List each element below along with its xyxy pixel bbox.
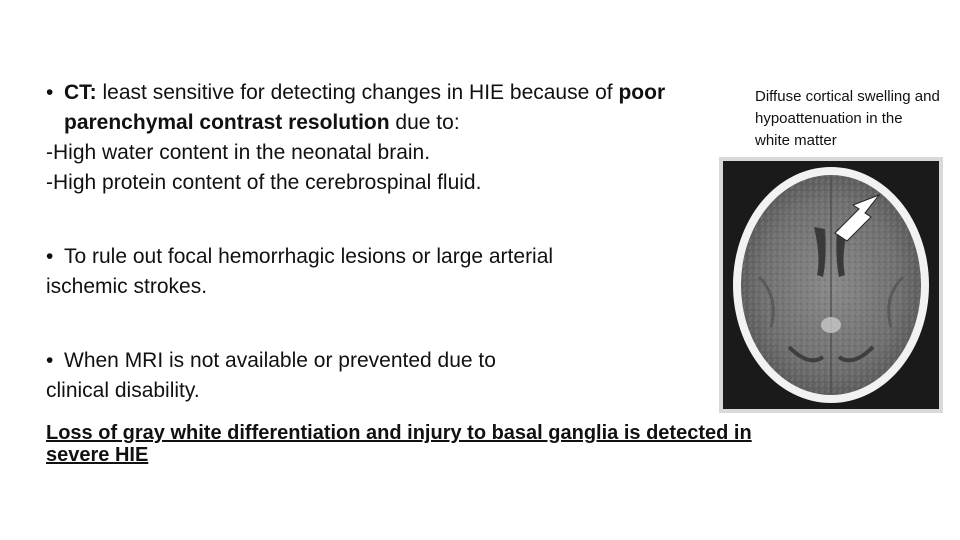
ct-text-a: least sensitive for detecting changes in HIE because of — [96, 81, 619, 104]
bullet-dot: • — [46, 349, 54, 372]
bullet-mri-unavailable — [46, 346, 496, 406]
ct-scan-graphic — [719, 157, 943, 413]
bullet-ct-sensitivity — [46, 78, 665, 198]
ct-scan-image — [719, 157, 943, 413]
ct-bold-poor: poor — [618, 81, 666, 104]
conclusion-line2: severe HIE — [46, 444, 149, 466]
bullet-rule-out — [46, 242, 553, 302]
ct-text-b: due to: — [389, 111, 460, 134]
mri-line2: clinical disability. — [46, 379, 200, 402]
caption-line3: white matter — [755, 132, 837, 149]
rule-out-line1: To rule out focal hemorrhagic lesions or large arterial — [64, 245, 554, 268]
bullet-dot: • — [46, 81, 54, 104]
sub-point-protein: -High protein content of the cerebrospinal fluid. — [46, 171, 482, 194]
ct-label: CT: — [64, 81, 97, 104]
ct-bold-resolution: parenchymal contrast resolution — [64, 111, 390, 134]
conclusion-line1: Loss of gray white differentiation and injury to basal ganglia is detected in — [46, 422, 752, 444]
caption-line1: Diffuse cortical swelling and — [755, 88, 940, 105]
figure-caption — [755, 86, 940, 152]
conclusion-statement — [46, 422, 752, 466]
bullet-dot: • — [46, 245, 54, 268]
rule-out-line2: ischemic strokes. — [46, 275, 208, 298]
caption-line2: hypoattenuation in the — [755, 110, 903, 127]
sub-point-water: -High water content in the neonatal brain. — [46, 141, 431, 164]
calcification-spot — [821, 317, 841, 333]
mri-line1: When MRI is not available or prevented due to — [64, 349, 496, 372]
